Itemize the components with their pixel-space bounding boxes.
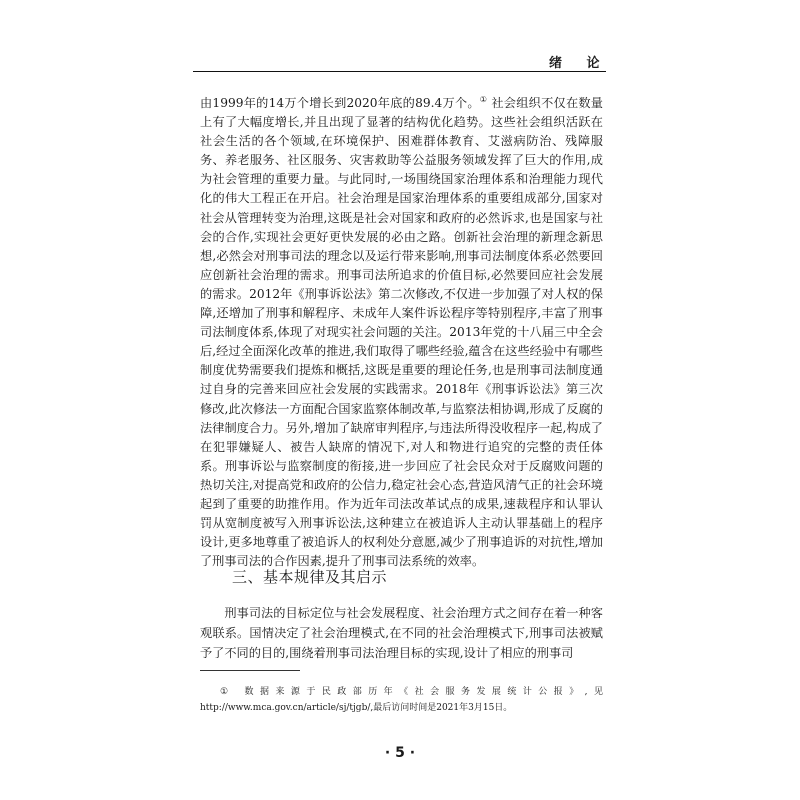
paragraph-2: 刑事司法的目标定位与社会发展程度、社会治理方式之间存在着一种客观联系。国情决定了社会治理模式,在不同的社会治理模式下,刑事司法被赋予了不同的目的,围绕着刑事司法治理目标的实现,设计了相应的刑事司 bbox=[200, 606, 603, 660]
footnote-number: ① bbox=[220, 687, 229, 697]
body-paragraph-2 bbox=[200, 603, 603, 663]
page-number: · 5 · bbox=[384, 745, 416, 761]
paragraph-1-rest: 社会组织不仅在数量上有了大幅度增长,并且出现了显著的结构优化趋势。这些社会组织活跃在社会生活的各个领域,在环境保护、困难群体教育、艾滋病防治、残障服务、养老服务、社区服务、灾害救助等公益服务领域发挥了巨大的作用,成为社会管理的重要力量。与此同时,一场围绕国家治理体系和治理能力现代化的伟大工程正在开启。社会治理是国家治理体系的重要组成部分,国家对社会从管理转变为治理,这既是社会对国家和政府的必然诉求,也是国家与社会的合作,实现社会更好更快发展的必由之路。创新社会治理的新理念新思想,必然会对刑事司法的理念以及运行带来影响,刑事司法制度体系必然要回应创新社会治理的需求。刑事司法所追求的价值目标,必然要回应社会发展的需求。2012年《刑事诉讼法》第二次修改,不仅进一步加强了对人权的保障,还增加了刑事和解程序、未成年人案件诉讼程序等特别程序,丰富了刑事司法制度体系,体现了对现实社会问题的关注。2013年党的十八届三中全会后,经过全面深化改革的推进,我们取得了哪些经验,蕴含在这些经验中有哪些制度优势需要我们提炼和概括,这既是重要的理论任务,也是刑事司法制度通过自身的完善来回应社会发展的实践需求。2018年《刑事诉讼法》第三次修改,此次修法一方面配合国家监察体制改革,与监察法相协调,形成了反腐的法律制度合力。另外,增加了缺席审判程序,与违法所得没收程序一起,构成了在犯罪嫌疑人、被告人缺席的情况下,对人和物进行追究的完整的责任体系。刑事诉讼与监察制度的衔接,进一步回应了社会民众对于反腐败问题的热切关注,对提高党和政府的公信力,稳定社会心态,营造风清气正的社会环境起到了重要的助推作用。作为近年司法改革试点的成果,速裁程序和认罪认罚从宽制度被写入刑事诉讼法,这种建立在被追诉人主动认罪基础上的程序设计,更多地尊重了被追诉人的权利处分意愿,减少了刑事追诉的对抗性,增加了刑事司法的合作因素,提升了刑事司法系统的效率。 bbox=[200, 96, 603, 569]
footnote-rule bbox=[200, 670, 300, 671]
body-paragraph bbox=[200, 94, 603, 571]
footnote-marker[interactable]: ① bbox=[479, 94, 488, 104]
paragraph-1-start: 由1999年的14万个增长到2020年底的89.4万个。 bbox=[200, 96, 480, 110]
running-head: 绪 论 bbox=[549, 56, 610, 71]
paragraph-1 bbox=[200, 94, 603, 571]
section-heading: 三、基本规律及其启示 bbox=[232, 568, 388, 586]
footnote bbox=[200, 684, 603, 716]
footnote-text: 数据来源于民政部历年《社会服务发展统计公报》,见 http://www.mca.gov.cn/article/sj/tjgb/,最后访问时间是2021年3月15日。 bbox=[200, 687, 603, 713]
header-rule bbox=[193, 71, 606, 72]
